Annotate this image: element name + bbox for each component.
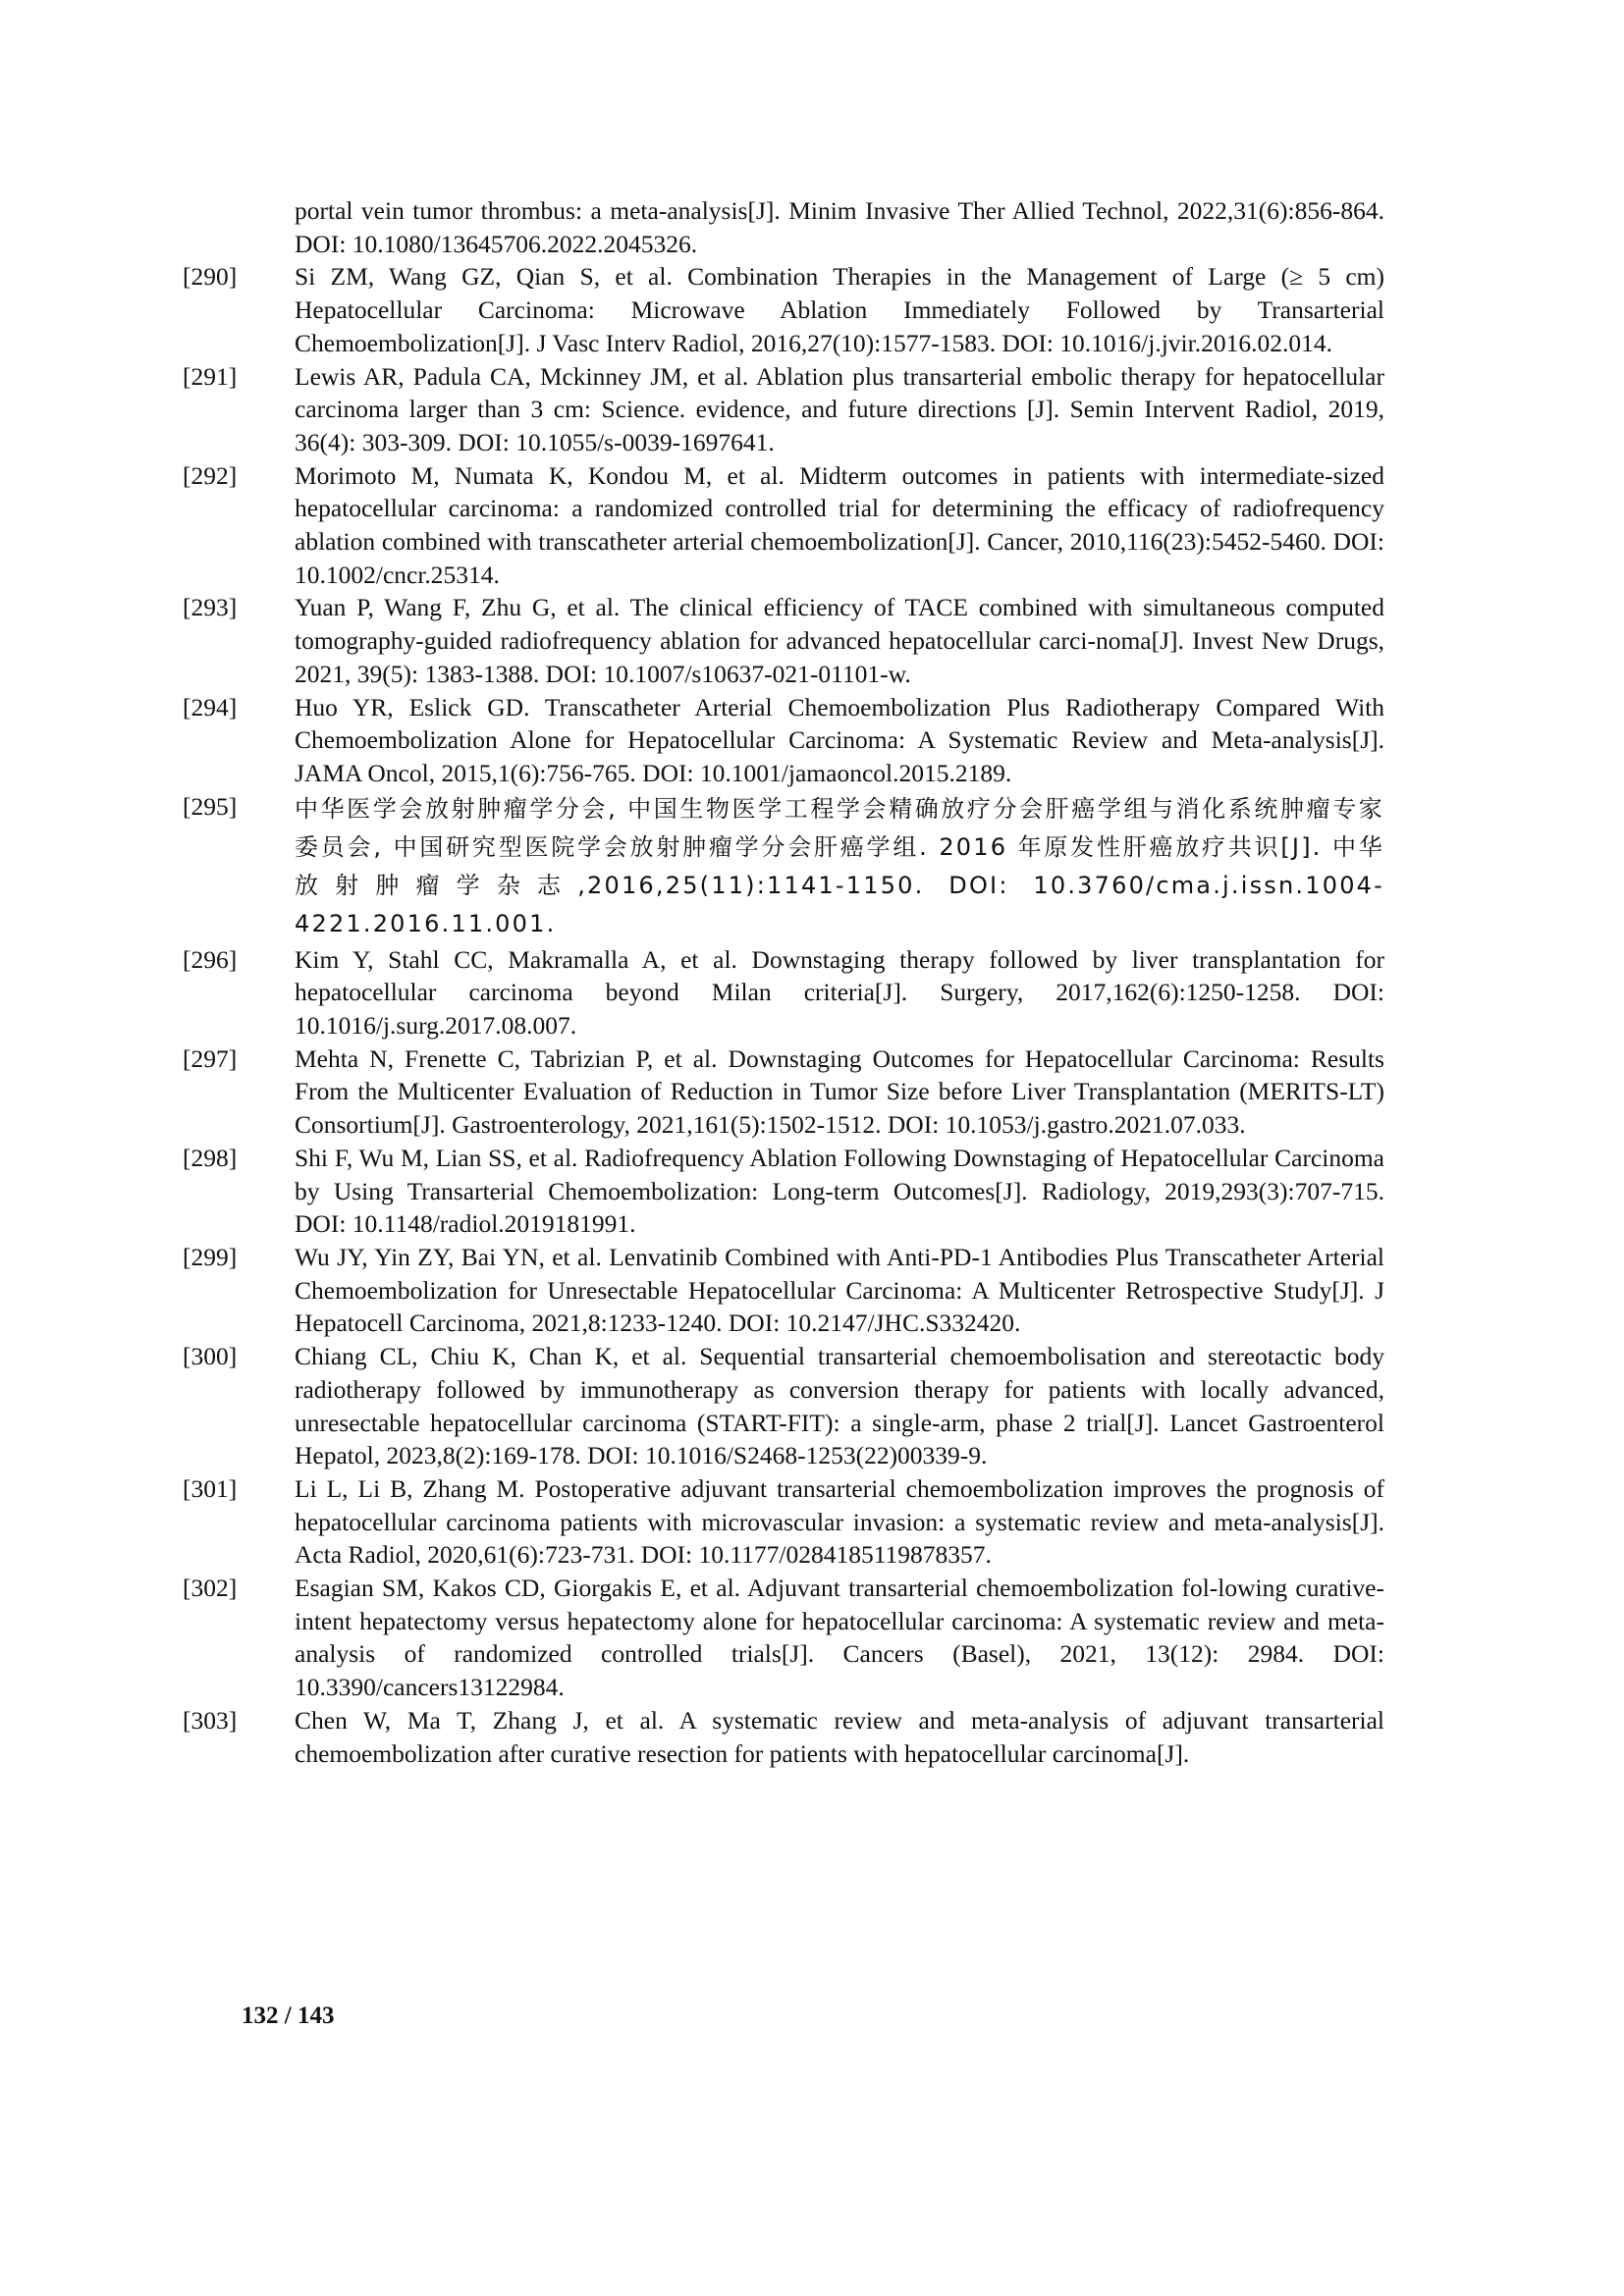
reference-number: [299] (183, 1242, 238, 1271)
reference-text: Si ZM, Wang GZ, Qian S, et al. Combination Therapies in the Management of Large (≥ 5 cm) Hepatocellular Carcinoma: Microwave Ablation Immediately Followed by Transarterial Chemoembolization[J]. J Vasc Interv Radiol, 2016,27(10):1577-1583. DOI: 10.1016/j.jvir.2016.02.014. (295, 262, 1384, 357)
reference-number: [298] (183, 1143, 238, 1172)
reference-item (183, 1142, 1384, 1241)
reference-list (183, 194, 1384, 1770)
reference-number: [292] (183, 460, 238, 490)
reference-item (183, 691, 1384, 790)
reference-number: [293] (183, 593, 238, 622)
reference-item (183, 1572, 1384, 1704)
reference-number: [294] (183, 692, 238, 721)
reference-item (183, 1472, 1384, 1572)
reference-text: Huo YR, Eslick GD. Transcatheter Arterial Chemoembolization Plus Radiotherapy Compared With Chemoembolization Alone for Hepatocellular Carcinoma: A Systematic Review and Meta-analysis[J]. JAMA Oncol, 2015,1(6):756-765. DOI: 10.1001/jamaoncol.2015.2189. (295, 692, 1384, 787)
reference-item (183, 790, 1384, 943)
reference-text: 中华医学会放射肿瘤学分会, 中国生物医学工程学会精确放疗分会肝癌学组与消化系统肿瘤专家委员会, 中国研究型医院学会放射肿瘤学分会肝癌学组. 2016 年原发性肝癌放疗共识[J]. 中华放射肿瘤学杂志,2016,25(11):1141-1150. DOI: 10.3760/cma.j.issn.1004-4221.2016.11.001. (295, 794, 1384, 937)
reference-item (183, 1340, 1384, 1472)
reference-item (183, 1704, 1384, 1770)
reference-text: Yuan P, Wang F, Zhu G, et al. The clinical efficiency of TACE combined with simultaneous computed tomography-guided radiofrequency ablation for advanced hepatocellular carci-noma[J]. Invest New Drugs, 2021, 39(5): 1383-1388. DOI: 10.1007/s10637-021-01101-w. (295, 593, 1384, 688)
reference-continuation: portal vein tumor thrombus: a meta-analysis[J]. Minim Invasive Ther Allied Technol, 2022,31(6):856-864. DOI: 10.1080/13645706.2022.2045326. (295, 196, 1384, 258)
reference-text: Esagian SM, Kakos CD, Giorgakis E, et al. Adjuvant transarterial chemoembolization fol-lowing curative-intent hepatectomy versus hepatectomy alone for hepatocellular carcinoma: A systematic review and meta-analysis of randomized controlled trials[J]. Cancers (Basel), 2021, 13(12): 2984. DOI: 10.3390/cancers13122984. (295, 1574, 1384, 1702)
reference-number: [297] (183, 1043, 238, 1073)
reference-number: [290] (183, 262, 238, 292)
reference-text: Chen W, Ma T, Zhang J, et al. A systematic review and meta-analysis of adjuvant transarterial chemoembolization after curative resection for patients with hepatocellular carcinoma[J]. (295, 1705, 1384, 1768)
reference-item (183, 260, 1384, 359)
reference-text: Morimoto M, Numata K, Kondou M, et al. Midterm outcomes in patients with intermediate-sized hepatocellular carcinoma: a randomized controlled trial for determining the efficacy of radiofrequency ablation combined with transcatheter arterial chemoembolization[J]. Cancer, 2010,116(23):5452-5460. DOI: 10.1002/cncr.25314. (295, 460, 1384, 589)
reference-number: [300] (183, 1342, 238, 1371)
reference-item (183, 943, 1384, 1042)
reference-text: Li L, Li B, Zhang M. Postoperative adjuvant transarterial chemoembolization improves the prognosis of hepatocellular carcinoma patients with microvascular invasion: a systematic review and meta-analysis[J]. Acta Radiol, 2020,61(6):723-731. DOI: 10.1177/0284185119878357. (295, 1473, 1384, 1570)
reference-number: [296] (183, 944, 238, 974)
reference-item (183, 360, 1384, 459)
reference-text: Lewis AR, Padula CA, Mckinney JM, et al. Ablation plus transarterial embolic therapy for hepatocellular carcinoma larger than 3 cm: Science. evidence, and future directions [J]. Semin Intervent Radiol, 2019, 36(4): 303-309. DOI: 10.1055/s-0039-1697641. (295, 361, 1384, 456)
reference-number: [295] (183, 791, 238, 821)
reference-text: Shi F, Wu M, Lian SS, et al. Radiofrequency Ablation Following Downstaging of Hepatocellular Carcinoma by Using Transarterial Chemoembolization: Long-term Outcomes[J]. Radiology, 2019,293(3):707-715. DOI: 10.1148/radiol.2019181991. (295, 1143, 1384, 1239)
reference-number: [303] (183, 1705, 238, 1735)
reference-number: [291] (183, 361, 238, 391)
reference-item (183, 1042, 1384, 1142)
reference-item (183, 591, 1384, 690)
reference-number: [301] (183, 1473, 238, 1503)
reference-text: Kim Y, Stahl CC, Makramalla A, et al. Downstaging therapy followed by liver transplantation for hepatocellular carcinoma beyond Milan criteria[J]. Surgery, 2017,162(6):1250-1258. DOI: 10.1016/j.surg.2017.08.007. (295, 944, 1384, 1041)
reference-item (183, 459, 1384, 592)
reference-text: Wu JY, Yin ZY, Bai YN, et al. Lenvatinib Combined with Anti-PD-1 Antibodies Plus Transcatheter Arterial Chemoembolization for Unresectable Hepatocellular Carcinoma: A Multicenter Retrospective Study[J]. J Hepatocell Carcinoma, 2021,8:1233-1240. DOI: 10.2147/JHC.S332420. (295, 1242, 1384, 1338)
reference-text: Mehta N, Frenette C, Tabrizian P, et al. Downstaging Outcomes for Hepatocellular Carcinoma: Results From the Multicenter Evaluation of Reduction in Tumor Size before Liver Transplantation (MERITS-LT) Consortium[J]. Gastroenterology, 2021,161(5):1502-1512. DOI: 10.1053/j.gastro.2021.07.033. (295, 1043, 1384, 1140)
reference-number: [302] (183, 1574, 238, 1603)
reference-item (183, 1241, 1384, 1340)
reference-text: Chiang CL, Chiu K, Chan K, et al. Sequential transarterial chemoembolisation and stereotactic body radiotherapy followed by immunotherapy as conversion therapy for patients with locally advanced, unresectable hepatocellular carcinoma (START-FIT): a single-arm, phase 2 trial[J]. Lancet Gastroenterol Hepatol, 2023,8(2):169-178. DOI: 10.1016/S2468-1253(22)00339-9. (295, 1342, 1384, 1470)
page-number: 132 / 143 (242, 2002, 335, 2029)
